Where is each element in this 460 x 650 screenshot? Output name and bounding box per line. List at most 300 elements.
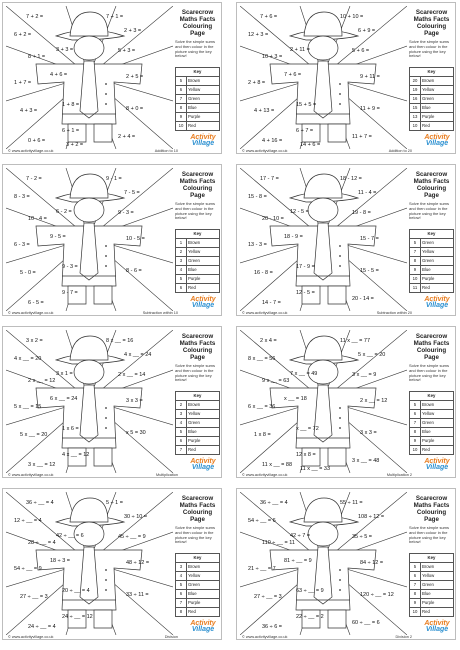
- sum-label: 3 x 3 =: [126, 398, 143, 404]
- side-panel: [409, 9, 454, 131]
- button-dot: [105, 417, 107, 419]
- scarecrow-picture: [6, 168, 173, 311]
- sum-label: 36 ÷ __ = 4: [260, 500, 288, 506]
- sum-label: 10 - 5 =: [126, 236, 145, 242]
- hat-crown: [70, 498, 108, 522]
- sum-label: 54 ÷ __ = 6: [248, 518, 276, 524]
- key-colour: Purple: [421, 599, 454, 608]
- colour-key-table: [175, 229, 220, 293]
- sum-label: 3 x __ = 9: [352, 372, 377, 378]
- sum-label: 108 ÷ 12 =: [358, 514, 385, 520]
- key-row: [410, 428, 454, 437]
- footer-url: © www.activityvillage.co.uk: [242, 311, 288, 315]
- button-dot: [105, 569, 107, 571]
- sum-label: 2 x 4 =: [260, 338, 277, 344]
- key-colour: Red: [187, 608, 220, 617]
- sum-label: 5 x __ = 15: [14, 404, 42, 410]
- sum-label: 18 - 12 =: [340, 176, 362, 182]
- sum-label: x __ = 18: [284, 396, 307, 402]
- sum-label: 55 ÷ 11 =: [340, 500, 363, 506]
- sheet-subtitle: Subtraction within 20: [376, 311, 412, 315]
- key-row: [176, 239, 220, 248]
- activity-village-logo: [422, 297, 452, 309]
- key-row: [176, 410, 220, 419]
- sum-label: 17 - 9 =: [296, 264, 315, 270]
- key-colour: Purple: [421, 113, 454, 122]
- sheet-title: Scarecrow Maths Facts Colouring Page: [413, 9, 450, 37]
- sum-label: 81 ÷ __ = 9: [284, 558, 312, 564]
- button-dot: [339, 427, 341, 429]
- key-row: [410, 266, 454, 275]
- key-number: 16: [410, 95, 421, 104]
- colour-key-table: [409, 553, 454, 617]
- instructions: Solve the simple sums and then colour in the picture using the key below!: [409, 39, 450, 59]
- sheet-title: Scarecrow Maths Facts Colouring Page: [179, 171, 216, 199]
- logo-text-bottom: Village: [425, 140, 449, 147]
- key-colour: Blue: [187, 104, 220, 113]
- scarecrow-head: [308, 522, 338, 546]
- sum-label: 6 + 2 =: [14, 32, 32, 38]
- colour-key-table: [175, 553, 220, 617]
- hat-crown: [70, 12, 108, 36]
- button-dot: [105, 255, 107, 257]
- worksheet: [236, 488, 456, 640]
- sum-label: 4 + 6 =: [50, 72, 68, 78]
- sum-label: 7 + 6 =: [284, 72, 302, 78]
- right-leg: [328, 124, 346, 142]
- sheet-footer: [240, 634, 454, 640]
- key-colour: Yellow: [187, 248, 220, 257]
- activity-village-logo: [188, 297, 218, 309]
- key-number: 10: [410, 275, 421, 284]
- sum-label: 5 x __ = 20: [358, 352, 386, 358]
- key-row: [176, 122, 220, 131]
- key-colour: Brown: [187, 563, 220, 572]
- key-number: 8: [176, 104, 187, 113]
- sum-label: 110 ÷ __ = 11: [262, 540, 295, 546]
- sum-label: 22 ÷ __ = 2: [296, 614, 324, 620]
- key-colour: Green: [187, 257, 220, 266]
- footer-url: © www.activityvillage.co.uk: [8, 635, 54, 639]
- side-panel: [175, 495, 220, 617]
- key-colour: Blue: [421, 266, 454, 275]
- key-row: [176, 104, 220, 113]
- sum-label: 24 ÷ __ = 12: [62, 614, 93, 620]
- scarecrow-head: [74, 36, 104, 60]
- key-colour: Yellow: [187, 410, 220, 419]
- button-dot: [339, 417, 341, 419]
- activity-village-logo: [422, 621, 452, 633]
- sum-label: 11 + 7 =: [352, 134, 372, 140]
- sum-label: 54 ÷ __ = 9: [14, 566, 42, 572]
- key-row: [410, 563, 454, 572]
- sum-label: 17 - 7 =: [260, 176, 279, 182]
- key-colour: Green: [421, 95, 454, 104]
- button-dot: [339, 589, 341, 591]
- logo-text-bottom: Village: [191, 626, 215, 633]
- key-number: 3: [176, 563, 187, 572]
- sum-label: 16 - 8 =: [254, 270, 273, 276]
- sum-label: 45 ÷ __ = 9: [118, 534, 146, 540]
- sum-label: 9 - 5 =: [50, 234, 66, 240]
- key-row: [410, 437, 454, 446]
- sum-label: 20 - 10 =: [262, 216, 284, 222]
- sheet-subtitle: Addition to 10: [154, 149, 178, 153]
- key-number: 10: [410, 608, 421, 617]
- sum-label: 27 ÷ __ = 3: [254, 594, 282, 600]
- key-number: 13: [410, 113, 421, 122]
- sum-label: 18 - 9 =: [284, 234, 303, 240]
- right-leg: [94, 124, 112, 142]
- sheet-title: Scarecrow Maths Facts Colouring Page: [413, 495, 450, 523]
- activity-village-logo: [422, 459, 452, 471]
- sum-label: 8 + 0 =: [126, 106, 144, 112]
- key-number: 6: [410, 410, 421, 419]
- key-heading: Key: [410, 230, 454, 239]
- key-row: [176, 77, 220, 86]
- activity-village-logo: [188, 135, 218, 147]
- key-colour: Green: [187, 581, 220, 590]
- logo-text-bottom: Village: [191, 140, 215, 147]
- instructions: Solve the simple sums and then colour in the picture using the key below!: [175, 201, 216, 221]
- sum-label: 13 - 3 =: [248, 242, 267, 248]
- right-leg: [328, 448, 346, 466]
- key-row: [410, 95, 454, 104]
- key-row: [176, 581, 220, 590]
- logo-text-top: Activity: [424, 296, 450, 303]
- key-colour: Blue: [187, 266, 220, 275]
- sum-label: 11 x __ = 33: [300, 466, 331, 472]
- button-dot: [339, 255, 341, 257]
- sum-label: 6 + 1 =: [62, 128, 80, 134]
- instructions: Solve the simple sums and then colour in the picture using the key below!: [175, 525, 216, 545]
- key-row: [410, 446, 454, 455]
- worksheet: [2, 488, 222, 640]
- button-dot: [339, 407, 341, 409]
- sum-label: 6 x __ = 24: [50, 396, 78, 402]
- sum-label: 11 x __ = 77: [340, 338, 371, 344]
- footer-url: © www.activityvillage.co.uk: [8, 149, 54, 153]
- sum-label: 9 x __ = 63: [262, 378, 290, 384]
- key-colour: Green: [421, 257, 454, 266]
- colour-key-table: [409, 229, 454, 293]
- sum-label: 4 + 16 =: [262, 138, 283, 144]
- sum-label: 3 x 3 =: [360, 430, 377, 436]
- key-colour: Yellow: [421, 572, 454, 581]
- key-colour: Purple: [187, 275, 220, 284]
- sum-label: 12 ÷ __ = 4: [14, 518, 42, 524]
- key-heading: Key: [176, 392, 220, 401]
- sum-label: 2 x __ = 12: [28, 378, 56, 384]
- key-colour: Brown: [187, 77, 220, 86]
- key-number: 3: [176, 410, 187, 419]
- sum-label: 4 x __ = 24: [124, 352, 152, 358]
- sum-label: 14 - 7 =: [262, 300, 281, 306]
- logo-text-bottom: Village: [191, 302, 215, 309]
- instructions: Solve the simple sums and then colour in the picture using the key below!: [409, 525, 450, 545]
- key-number: 3: [176, 257, 187, 266]
- button-dot: [339, 245, 341, 247]
- sum-label: 2 + 5 =: [126, 74, 144, 80]
- key-row: [410, 590, 454, 599]
- sum-label: 36 ÷ 6 =: [262, 624, 282, 630]
- side-panel: [175, 9, 220, 131]
- footer-url: © www.activityvillage.co.uk: [242, 473, 288, 477]
- sum-label: 42 ÷ __ = 6: [56, 533, 84, 539]
- sum-label: 30 ÷ 10 =: [124, 514, 148, 520]
- key-number: 5: [410, 239, 421, 248]
- footer-url: © www.activityvillage.co.uk: [242, 149, 288, 153]
- sum-label: 2 + 3 =: [124, 28, 142, 34]
- key-number: 10: [410, 122, 421, 131]
- key-number: 7: [176, 599, 187, 608]
- button-dot: [105, 427, 107, 429]
- key-colour: Red: [421, 284, 454, 293]
- sum-label: 8 x __ = 56: [248, 356, 276, 362]
- sheet-footer: [6, 310, 220, 316]
- sum-label: 3 x __ = 48: [352, 458, 380, 464]
- key-colour: Green: [421, 581, 454, 590]
- sum-label: 19 - 8 =: [352, 210, 371, 216]
- right-leg: [94, 610, 112, 628]
- button-dot: [339, 569, 341, 571]
- instructions: Solve the simple sums and then colour in the picture using the key below!: [409, 201, 450, 221]
- sum-label: 20 ÷ __ = 4: [62, 588, 90, 594]
- key-colour: Red: [187, 446, 220, 455]
- key-number: 8: [410, 257, 421, 266]
- sum-label: 3 x 1 =: [56, 371, 73, 377]
- key-number: 10: [410, 446, 421, 455]
- key-number: 9: [410, 599, 421, 608]
- logo-text-bottom: Village: [191, 464, 215, 471]
- sheet-title: Scarecrow Maths Facts Colouring Page: [179, 495, 216, 523]
- sum-label: 4 x __ = 12: [62, 452, 90, 458]
- colour-key-table: [175, 67, 220, 131]
- button-dot: [105, 407, 107, 409]
- sheet-title: Scarecrow Maths Facts Colouring Page: [413, 333, 450, 361]
- side-panel: [175, 171, 220, 293]
- key-row: [176, 266, 220, 275]
- right-leg: [328, 286, 346, 304]
- button-dot: [339, 93, 341, 95]
- sum-label: 8 x __ = 16: [106, 338, 134, 344]
- sum-label: 36 ÷ __ = 4: [26, 500, 54, 506]
- sum-label: 9 - 3 =: [62, 264, 78, 270]
- instructions: Solve the simple sums and then colour in the picture using the key below!: [409, 363, 450, 383]
- button-dot: [339, 579, 341, 581]
- sum-label: 3 + 2 =: [66, 142, 84, 148]
- worksheet: [2, 164, 222, 316]
- sum-label: 2 + 4 =: [118, 134, 136, 140]
- sum-label: 15 - 5 =: [360, 268, 379, 274]
- sheet-footer: [240, 310, 454, 316]
- worksheet: [236, 326, 456, 478]
- sum-label: 14 + 6 =: [300, 142, 321, 148]
- key-row: [410, 86, 454, 95]
- key-colour: Brown: [421, 563, 454, 572]
- key-colour: Blue: [187, 428, 220, 437]
- sheet-title: Scarecrow Maths Facts Colouring Page: [179, 9, 216, 37]
- key-number: 4: [176, 572, 187, 581]
- key-colour: Green: [187, 95, 220, 104]
- sum-label: 8 - 6 =: [126, 268, 142, 274]
- key-row: [176, 437, 220, 446]
- footer-url: © www.activityvillage.co.uk: [8, 311, 54, 315]
- sum-label: 7 + 2 =: [26, 14, 44, 20]
- scarecrow-picture: [240, 6, 407, 149]
- sum-label: 1 x 8 =: [254, 432, 271, 438]
- key-row: [176, 446, 220, 455]
- key-row: [176, 284, 220, 293]
- side-panel: [409, 495, 454, 617]
- key-number: 2: [176, 401, 187, 410]
- hat-crown: [304, 174, 342, 198]
- sum-label: 0 + 6 =: [28, 138, 46, 144]
- sum-label: 6 x __ = 36: [248, 404, 276, 410]
- key-number: 7: [410, 248, 421, 257]
- key-number: 20: [410, 77, 421, 86]
- key-number: 9: [410, 437, 421, 446]
- key-row: [410, 581, 454, 590]
- key-number: 6: [410, 572, 421, 581]
- sum-label: 4 + 3 =: [20, 108, 38, 114]
- button-dot: [105, 265, 107, 267]
- key-colour: Purple: [187, 599, 220, 608]
- sheet-footer: [240, 148, 454, 154]
- sum-label: 5 x __ = 20: [20, 432, 48, 438]
- logo-text-top: Activity: [190, 458, 216, 465]
- button-dot: [105, 83, 107, 85]
- sum-label: 9 + 11 =: [360, 74, 380, 80]
- key-row: [176, 563, 220, 572]
- key-colour: Yellow: [421, 248, 454, 257]
- instructions: Solve the simple sums and then colour in the picture using the key below!: [175, 39, 216, 59]
- key-colour: Blue: [421, 428, 454, 437]
- key-row: [176, 275, 220, 284]
- key-number: 19: [410, 86, 421, 95]
- key-number: 5: [176, 581, 187, 590]
- hat-crown: [304, 336, 342, 360]
- sum-label: 12 x 8 =: [296, 452, 316, 458]
- scarecrow-head: [74, 360, 104, 384]
- worksheet: [2, 326, 222, 478]
- side-panel: [409, 333, 454, 455]
- key-colour: Yellow: [421, 410, 454, 419]
- button-dot: [339, 103, 341, 105]
- key-row: [176, 401, 220, 410]
- key-colour: Green: [421, 419, 454, 428]
- logo-text-top: Activity: [190, 620, 216, 627]
- logo-text-top: Activity: [190, 296, 216, 303]
- key-number: 2: [176, 248, 187, 257]
- key-row: [410, 113, 454, 122]
- scarecrow-picture: [6, 330, 173, 473]
- sum-label: 3 + 3 =: [56, 47, 74, 53]
- key-number: 6: [176, 437, 187, 446]
- key-colour: Brown: [421, 401, 454, 410]
- colour-key-table: [409, 67, 454, 131]
- colour-key-table: [409, 391, 454, 455]
- key-row: [410, 239, 454, 248]
- sum-label: 1 + 8 =: [62, 102, 80, 108]
- sum-label: 12 - 5 =: [290, 209, 309, 215]
- key-number: 9: [410, 266, 421, 275]
- sum-label: 11 x __ = 88: [262, 462, 293, 468]
- worksheet: [236, 164, 456, 316]
- key-colour: Red: [187, 122, 220, 131]
- sum-label: 15 - 7 =: [360, 236, 379, 242]
- sum-label: 7 - 2 =: [26, 176, 42, 182]
- key-number: 5: [410, 563, 421, 572]
- logo-text-top: Activity: [424, 620, 450, 627]
- sum-label: 9 - 3 =: [118, 210, 134, 216]
- sum-label: 6 - 3 =: [14, 242, 30, 248]
- key-number: 10: [176, 122, 187, 131]
- key-number: 8: [410, 590, 421, 599]
- key-heading: Key: [176, 68, 220, 77]
- sum-label: 2 x __ = 14: [118, 372, 146, 378]
- sum-label: 3 x 2 =: [26, 338, 43, 344]
- sum-label: 84 ÷ 12 =: [360, 560, 384, 566]
- key-colour: Red: [421, 608, 454, 617]
- sum-label: 60 ÷ __ = 6: [352, 620, 380, 626]
- logo-text-bottom: Village: [425, 302, 449, 309]
- sum-label: 18 ÷ 3 =: [50, 558, 70, 564]
- key-row: [410, 419, 454, 428]
- sum-label: 6 - 2 =: [56, 209, 72, 215]
- sum-label: 7 x __ = 49: [290, 371, 318, 377]
- sum-label: 10 + 3 =: [262, 54, 283, 60]
- key-number: 4: [176, 266, 187, 275]
- key-row: [176, 590, 220, 599]
- key-heading: Key: [410, 554, 454, 563]
- sum-label: 20 - 14 =: [352, 296, 374, 302]
- sum-label: 2 + 11 =: [290, 47, 310, 53]
- hat-crown: [70, 336, 108, 360]
- hat-crown: [70, 174, 108, 198]
- side-panel: [409, 171, 454, 293]
- sum-label: 33 ÷ 11 =: [126, 592, 149, 598]
- side-panel: [175, 333, 220, 455]
- sum-label: 8 - 3 =: [14, 194, 30, 200]
- sum-label: 28 ÷ __ = 4: [28, 540, 56, 546]
- button-dot: [339, 83, 341, 85]
- sum-label: 5 ÷ 1 =: [106, 500, 123, 506]
- key-row: [410, 608, 454, 617]
- colour-key-table: [175, 391, 220, 455]
- sum-label: 2 x __ = 12: [360, 398, 388, 404]
- scarecrow-picture: [6, 6, 173, 149]
- key-colour: Yellow: [187, 572, 220, 581]
- sum-label: 2 + 8 =: [248, 80, 266, 86]
- key-number: 1: [176, 239, 187, 248]
- button-dot: [105, 589, 107, 591]
- key-row: [410, 599, 454, 608]
- sum-label: 10 - 4 =: [28, 216, 47, 222]
- footer-url: © www.activityvillage.co.uk: [8, 473, 54, 477]
- activity-village-logo: [188, 621, 218, 633]
- sum-label: 11 + 9 =: [360, 106, 380, 112]
- sum-label: 5 + 6 =: [352, 48, 370, 54]
- key-number: 15: [410, 104, 421, 113]
- activity-village-logo: [422, 135, 452, 147]
- worksheet: [236, 2, 456, 154]
- key-row: [176, 428, 220, 437]
- sum-label: 15 - 8 =: [248, 194, 267, 200]
- sum-label: 24 ÷ __ = 4: [28, 624, 56, 630]
- key-colour: Green: [421, 239, 454, 248]
- logo-text-top: Activity: [424, 458, 450, 465]
